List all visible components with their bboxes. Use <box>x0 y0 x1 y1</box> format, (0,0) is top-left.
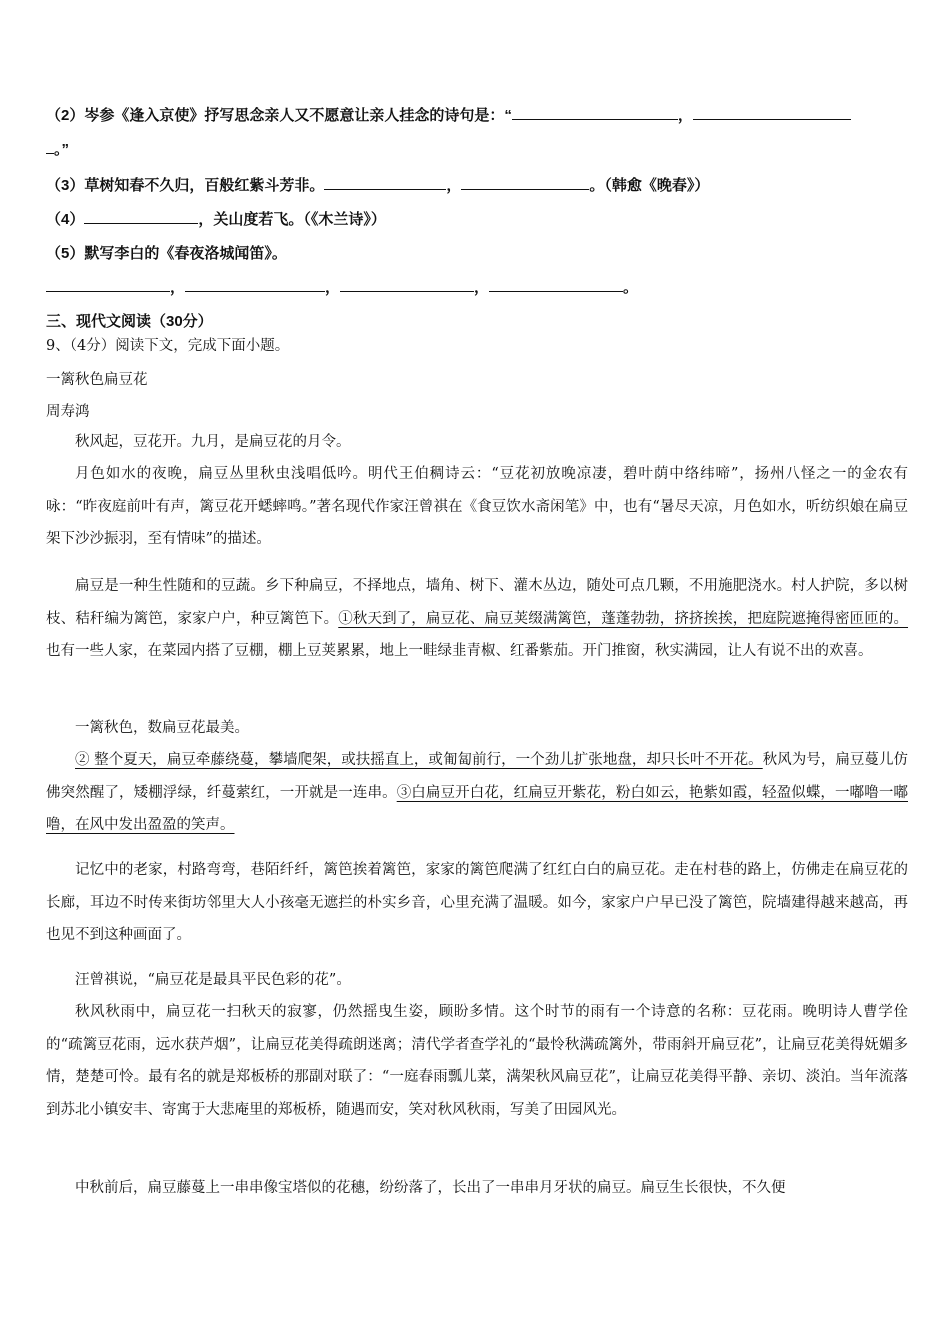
answer-blank[interactable] <box>46 277 170 292</box>
question-3 <box>46 174 709 195</box>
article-paragraph: 记忆中的老家，村路弯弯，巷陌纤纤，篱笆挨着篱笆，家家的篱笆爬满了红红白白的扁豆花。走在村巷的路上，仿佛走在扁豆花的长廊，耳边不时传来街坊邻里大人小孩毫无遮拦的朴实乡音，心里充满了温暖。如今，家家户户早已没了篱笆，院墙建得越来越高，再也见不到这种画面了。 <box>46 862 908 943</box>
separator: ， <box>446 177 462 194</box>
article-paragraph: 秋风秋雨中，扁豆花一扫秋天的寂寥，仍然摇曳生姿，顾盼多情。这个时节的雨有一个诗意的名称：豆花雨。晚明诗人曹学佺的“疏篱豆花雨，远水获芦烟”，让扁豆花美得疏朗迷离；清代学者查学礼的“最怜秋满疏篱外，带雨斜开扁豆花”，让扁豆花美得妩媚多情，楚楚可怜。最有名的就是郑板桥的那副对联了：“一庭春雨瓢儿菜，满架秋风扁豆花”，让扁豆花美得平静、亲切、淡泊。当年流落到苏北小镇安丰、寄寓于大悲庵里的郑板桥，随遇而安，笑对秋风秋雨，写美了田园风光。 <box>46 1004 908 1118</box>
question-9-prompt: 9、（4分）阅读下文，完成下面小题。 <box>46 338 290 354</box>
separator: ， <box>474 279 490 296</box>
answer-blank[interactable] <box>489 277 623 292</box>
underlined-sentence-3: ③白扁豆开白花，红扁豆开紫花，粉白如云，艳紫如霞，轻盈似蝶，一嘟噜一嘟噜，在风中发出盈盈的笑声。 <box>46 784 908 833</box>
question-3-prompt: （3）草树知春不久归，百般红紫斗芳非。 <box>46 177 325 194</box>
question-5-answers <box>46 276 638 297</box>
answer-blank[interactable] <box>461 175 589 190</box>
article-paragraph <box>46 570 908 668</box>
answer-blank[interactable] <box>512 105 678 120</box>
question-2 <box>46 104 851 125</box>
answer-blank[interactable] <box>185 277 325 292</box>
answer-blank[interactable] <box>340 277 474 292</box>
question-4-end: ，关山度若飞。（《木兰诗》） <box>198 211 386 228</box>
question-4 <box>46 208 386 229</box>
question-5 <box>46 242 287 263</box>
article-paragraph <box>46 744 908 842</box>
section-heading: 三、现代文阅读（30分） <box>46 313 213 330</box>
answer-blank[interactable] <box>693 105 851 120</box>
separator: ， <box>677 107 693 124</box>
paragraph-text: 秋风为号，扁豆蔓儿仿佛突然醒了，矮棚浮绿，纤蔓萦红，一开就是一连串。 <box>46 752 909 801</box>
article-paragraph: 月色如水的夜晚，扁豆丛里秋虫浅唱低吟。明代王伯稠诗云：“豆花初放晚凉凄，碧叶荫中络纬啼”，扬州八怪之一的金农有咏：“昨夜庭前叶有声，篱豆花开蟋蟀鸣。”著名现代作家汪曾祺在《食豆饮水斋闲笔》中，也有“暑尽天凉，月色如水，听纺织娘在扁豆架下沙沙振羽，至有情味”的描述。 <box>46 466 908 547</box>
question-2-cont <box>46 138 69 159</box>
answer-blank[interactable] <box>324 175 446 190</box>
article-author: 周寿鸿 <box>46 404 90 420</box>
separator: ， <box>325 279 341 296</box>
question-5-end: 。 <box>623 279 639 296</box>
article-paragraph: 秋风起，豆花开。九月，是扁豆花的月令。 <box>75 434 351 450</box>
underlined-sentence-2: ② 整个夏天，扁豆牵藤绕蔓，攀墙爬架，或扶摇直上，或匍匐前行，一个劲儿扩张地盘，却只长叶不开花。 <box>75 752 763 768</box>
separator: ， <box>170 279 186 296</box>
article-paragraph: 中秋前后，扁豆藤蔓上一串串像宝塔似的花穗，纷纷落了，长出了一串串月牙状的扁豆。扁豆生长很快，不久便 <box>75 1180 786 1196</box>
paragraph-text: 扁豆是一种生性随和的豆蔬。乡下种扁豆，不择地点，墙角、树下、灌木丛边，随处可点几颗，不用施肥浇水。村人护院，多以树枝、秸秆编为篱笆，家家户户，种豆篱笆下。 <box>46 578 908 627</box>
question-3-end: 。（韩愈《晚春》） <box>589 177 710 194</box>
answer-blank[interactable] <box>84 209 198 224</box>
article-title: 一篱秋色扁豆花 <box>46 372 148 388</box>
question-2-prompt: （2）岑参《逢入京使》抒写思念亲人又不愿意让亲人挂念的诗句是：“ <box>46 107 512 124</box>
article-paragraph: 汪曾祺说，“扁豆花是最具平民色彩的花”。 <box>75 972 351 988</box>
article-paragraph: 一篱秋色，数扁豆花最美。 <box>75 720 249 736</box>
question-5-prompt: （5）默写李白的《春夜洛城闻笛》。 <box>46 245 287 262</box>
paragraph-text: 也有一些人家，在菜园内搭了豆棚，棚上豆荚累累，地上一畦绿韭青椒、红番紫茄。开门推窗，秋实满园，让人有说不出的欢喜。 <box>46 643 873 659</box>
answer-blank[interactable] <box>46 139 54 154</box>
question-4-start: （4） <box>46 211 85 228</box>
question-2-end: 。” <box>54 141 70 158</box>
underlined-sentence-1: ①秋天到了，扁豆花、扁豆荚缀满篱笆，蓬蓬勃勃，挤挤挨挨，把庭院遮掩得密匝匝的。 <box>338 610 909 627</box>
